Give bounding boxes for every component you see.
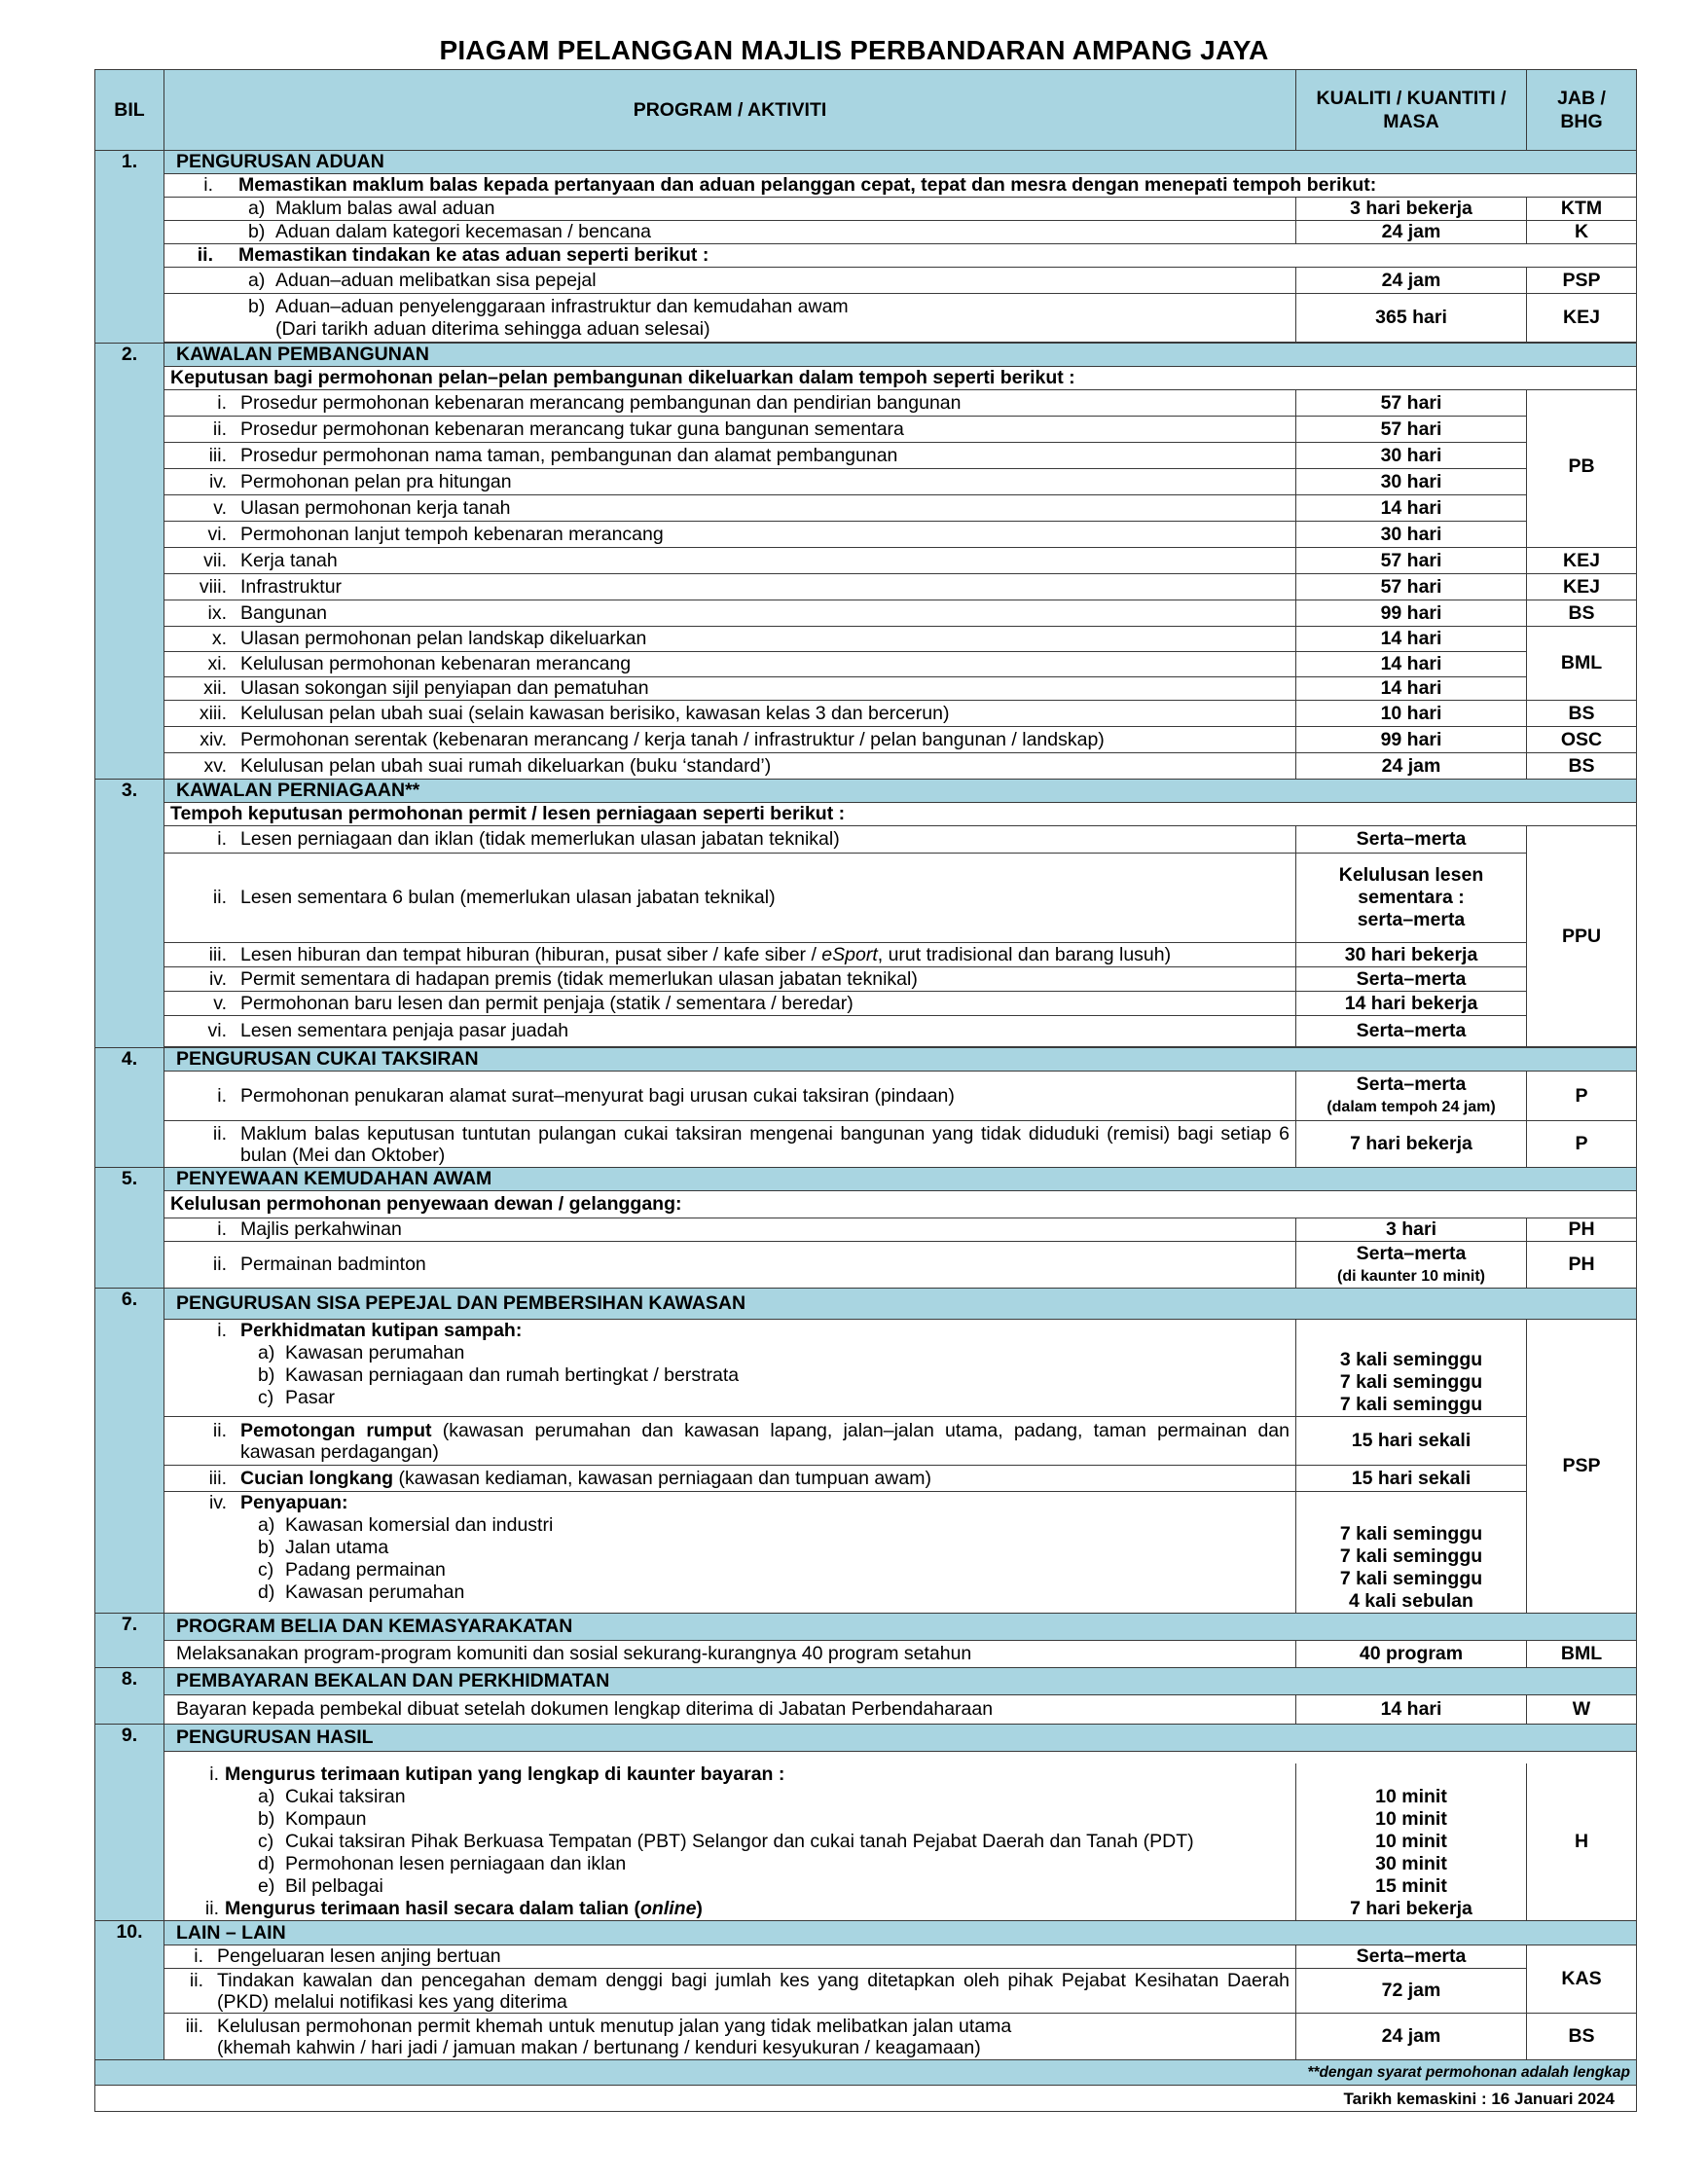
- item-text-bold: Pemotongan rumput: [240, 1419, 432, 1441]
- item-text: Lesen perniagaan dan iklan (tidak memerlukan ulasan jabatan teknikal): [240, 828, 840, 850]
- item-text: Melaksanakan program-program komuniti dan sosial sekurang-kurangnya 40 program setahun: [164, 1641, 1296, 1668]
- header-jab: JAB / BHG: [1527, 70, 1637, 151]
- quality-line: 7 kali seminggu: [1339, 1545, 1483, 1567]
- section-row: [95, 780, 1637, 803]
- section-intro: Tempoh keputusan permohonan permit / lesen perniagaan seperti berikut :: [164, 803, 1637, 826]
- section-row: [95, 151, 1637, 174]
- department-cell: BS: [1527, 2014, 1637, 2060]
- item-number: ii.: [212, 418, 227, 440]
- item-letter: e): [258, 1874, 275, 1897]
- item-text: Padang permainan: [285, 1559, 446, 1581]
- table-row: [95, 1763, 1637, 1921]
- item-number: xiii.: [199, 702, 227, 724]
- table-row: [95, 943, 1637, 967]
- section-row: [95, 1921, 1637, 1945]
- department-cell: PH: [1527, 1242, 1637, 1289]
- last-updated: Tarikh kemaskini : 16 Januari 2024: [95, 2086, 1637, 2112]
- quality-cell: 14 hari: [1296, 1695, 1527, 1725]
- item-number: ii.: [212, 887, 227, 908]
- table-row: [95, 1016, 1637, 1047]
- table-row: [95, 992, 1637, 1016]
- quality-line: 10 minit: [1375, 1808, 1447, 1830]
- section-row: [95, 344, 1637, 367]
- item-text: Perkhidmatan kutipan sampah:: [240, 1320, 523, 1341]
- item-number: i.: [217, 828, 227, 850]
- quality-cell: 24 jam: [1296, 268, 1527, 294]
- section-row: [95, 1168, 1637, 1191]
- item-number: ii.: [212, 1254, 227, 1275]
- table-row: [95, 1466, 1637, 1492]
- section-title: PEMBAYARAN BEKALAN DAN PERKHIDMATAN: [164, 1668, 1637, 1695]
- table-row: [95, 1320, 1637, 1417]
- department-cell: H: [1527, 1763, 1637, 1921]
- item-number: v.: [213, 992, 227, 1014]
- table-row: [95, 1072, 1637, 1121]
- table-row: [95, 221, 1637, 244]
- item-letter: a): [258, 1342, 275, 1363]
- item-text: (Dari tarikh aduan diterima sehingga aduan selesai): [275, 317, 710, 340]
- table-row: [95, 1945, 1637, 1969]
- item-number: iv.: [208, 1492, 227, 1513]
- section-number: 7.: [95, 1614, 164, 1668]
- quality-cell: 57 hari: [1296, 548, 1527, 574]
- quality-cell: 57 hari: [1296, 574, 1527, 600]
- table-row: [95, 677, 1637, 701]
- item-text: Lesen hiburan dan tempat hiburan (hiburan, pusat siber / kafe siber /: [240, 943, 822, 965]
- department-cell: KEJ: [1527, 548, 1637, 574]
- quality-cell: 24 jam: [1296, 221, 1527, 244]
- department-cell: BML: [1527, 627, 1637, 701]
- item-text: Kelulusan permohonan permit khemah untuk menutup jalan yang tidak melibatkan jalan utama: [217, 2015, 1012, 2037]
- quality-cell: 24 jam: [1296, 753, 1527, 780]
- item-text: Lesen sementara penjaja pasar juadah: [240, 1020, 569, 1041]
- table-row: [95, 1492, 1637, 1614]
- item-text: (kawasan perumahan dan kawasan lapang, jalan–jalan utama, padang, taman permainan dan kawasan perdagangan): [240, 1419, 1290, 1463]
- table-row: [95, 268, 1637, 294]
- table-row: [95, 1641, 1637, 1668]
- item-number: x.: [211, 628, 227, 649]
- item-text: Permohonan serentak (kebenaran merancang / kerja tanah / infrastruktur / pelan bangunan / landskap): [240, 728, 1105, 750]
- quality-line: 30 minit: [1375, 1853, 1447, 1874]
- section-row: [95, 1614, 1637, 1641]
- item-text: Jalan utama: [285, 1537, 389, 1558]
- item-letter: b): [248, 221, 266, 242]
- quality-cell: 57 hari: [1296, 390, 1527, 417]
- table-row: [95, 967, 1637, 992]
- item-text: Pengeluaran lesen anjing bertuan: [217, 1945, 501, 1967]
- quality-line: 7 kali seminggu: [1339, 1371, 1483, 1393]
- item-letter: c): [258, 1559, 274, 1581]
- quality-cell: 14 hari: [1296, 652, 1527, 677]
- table-row: [95, 443, 1637, 469]
- department-cell: P: [1527, 1121, 1637, 1168]
- item-text-bold: Cucian longkang: [240, 1467, 394, 1489]
- quality-cell: 14 hari: [1296, 677, 1527, 701]
- department-cell: PH: [1527, 1218, 1637, 1242]
- section-row: [95, 1048, 1637, 1072]
- item-text: Mengurus terimaan hasil secara dalam talian (: [225, 1897, 640, 1919]
- item-number: vi.: [207, 1020, 227, 1041]
- item-text: Ulasan permohonan pelan landskap dikeluarkan: [240, 628, 647, 649]
- section-title: PENYEWAAN KEMUDAHAN AWAM: [164, 1168, 1637, 1191]
- item-text: ): [696, 1897, 703, 1919]
- quality-line: serta–merta: [1357, 909, 1466, 930]
- table-row: [95, 522, 1637, 548]
- department-cell: P: [1527, 1072, 1637, 1121]
- section-number: 1.: [95, 151, 164, 344]
- quality-cell: 24 jam: [1296, 2014, 1527, 2060]
- quality-cell: 14 hari: [1296, 495, 1527, 522]
- quality-line: 10 minit: [1375, 1786, 1447, 1807]
- quality-cell: 30 hari: [1296, 522, 1527, 548]
- item-text: Bayaran kepada pembekal dibuat setelah dokumen lengkap diterima di Jabatan Perbendaharaan: [164, 1695, 1296, 1725]
- item-text: Kawasan perumahan: [285, 1342, 465, 1363]
- item-number: iv.: [208, 967, 227, 990]
- quality-cell: 99 hari: [1296, 727, 1527, 753]
- item-letter: b): [258, 1364, 275, 1386]
- table-row: [95, 1969, 1637, 2014]
- department-cell: PB: [1527, 390, 1637, 548]
- item-text: Cukai taksiran: [285, 1785, 406, 1807]
- item-text: Prosedur permohonan kebenaran merancang pembangunan dan pendirian bangunan: [240, 391, 962, 414]
- quality-cell: 99 hari: [1296, 600, 1527, 627]
- item-text: Maklum balas awal aduan: [275, 198, 495, 219]
- department-cell: KTM: [1527, 198, 1637, 221]
- section-row: [95, 1289, 1637, 1320]
- item-letter: c): [258, 1830, 274, 1852]
- section-title: KAWALAN PERNIAGAAN**: [164, 780, 1637, 803]
- quality-cell: 7 hari bekerja: [1296, 1121, 1527, 1168]
- item-letter: a): [248, 269, 266, 291]
- item-number: ii.: [212, 1122, 227, 1145]
- item-text: Permohonan lesen perniagaan dan iklan: [285, 1852, 627, 1874]
- section-number: 8.: [95, 1668, 164, 1725]
- item-number: xi.: [207, 653, 227, 674]
- item-letter: d): [258, 1852, 275, 1874]
- item-number: i.: [203, 174, 213, 196]
- quality-cell: 30 hari: [1296, 469, 1527, 495]
- department-cell: BS: [1527, 701, 1637, 727]
- quality-cell: Serta–merta: [1296, 826, 1527, 854]
- section-title: PENGURUSAN SISA PEPEJAL DAN PEMBERSIHAN KAWASAN: [164, 1289, 1637, 1320]
- section-number: 10.: [95, 1921, 164, 2060]
- item-number: i.: [217, 1218, 227, 1240]
- item-number: iii.: [208, 444, 227, 466]
- section-intro: Keputusan bagi permohonan pelan–pelan pembangunan dikeluarkan dalam tempoh seperti berikut :: [164, 367, 1637, 390]
- item-text: Kawasan perniagaan dan rumah bertingkat / berstrata: [285, 1364, 740, 1386]
- item-text: Penyapuan:: [240, 1492, 348, 1513]
- item-text: Majlis perkahwinan: [240, 1218, 402, 1240]
- item-letter: b): [258, 1807, 275, 1830]
- quality-line: 7 kali seminggu: [1339, 1568, 1483, 1589]
- item-text: Kelulusan pelan ubah suai rumah dikeluarkan (buku ‘standard’): [240, 754, 772, 777]
- item-number: ii.: [197, 244, 213, 266]
- table-row: [95, 701, 1637, 727]
- item-number: i.: [194, 1945, 203, 1967]
- item-text: Bil pelbagai: [285, 1874, 383, 1897]
- item-letter: b): [258, 1537, 275, 1558]
- item-text: Aduan dalam kategori kecemasan / bencana: [275, 221, 651, 242]
- item-text: Ulasan permohonan kerja tanah: [240, 496, 511, 519]
- department-cell: PSP: [1527, 268, 1637, 294]
- item-text: Kelulusan pelan ubah suai (selain kawasan berisiko, kawasan kelas 3 dan bercerun): [240, 702, 950, 724]
- table-header-row: [95, 70, 1637, 151]
- quality-cell: 30 hari: [1296, 443, 1527, 469]
- item-number: xv.: [203, 754, 227, 777]
- header-bil: BIL: [95, 70, 164, 151]
- section-title: PENGURUSAN ADUAN: [164, 151, 1637, 174]
- quality-cell: 3 hari bekerja: [1296, 198, 1527, 221]
- item-text-italic: online: [640, 1897, 697, 1919]
- item-text: (khemah kahwin / hari jadi / jamuan makan / bertunang / kenduri kesyukuran / keagamaan): [217, 2036, 981, 2058]
- quality-cell: 30 hari bekerja: [1296, 943, 1527, 967]
- table-row: [95, 1121, 1637, 1168]
- item-text: (kawasan kediaman, kawasan perniagaan dan tumpuan awam): [393, 1467, 931, 1489]
- department-cell: BS: [1527, 600, 1637, 627]
- item-number: ix.: [207, 601, 227, 624]
- section-number: 6.: [95, 1289, 164, 1614]
- section-row: [95, 1668, 1637, 1695]
- section-title: KAWALAN PEMBANGUNAN: [164, 344, 1637, 367]
- table-row: [95, 803, 1637, 826]
- table-row: [95, 417, 1637, 443]
- section-title: LAIN – LAIN: [164, 1921, 1637, 1945]
- item-text: Lesen sementara 6 bulan (memerlukan ulasan jabatan teknikal): [240, 887, 776, 908]
- item-number: xii.: [203, 677, 227, 699]
- quality-cell: 3 hari: [1296, 1218, 1527, 1242]
- item-text: Kawasan perumahan: [285, 1581, 465, 1603]
- table-row: [95, 244, 1637, 268]
- header-kualiti: KUALITI / KUANTITI / MASA: [1296, 70, 1527, 151]
- quality-line: Serta–merta: [1356, 1242, 1467, 1264]
- item-number: ii.: [189, 1969, 203, 1991]
- item-text-italic: eSport: [821, 943, 878, 965]
- quality-cell: Serta–merta: [1296, 1016, 1527, 1047]
- quality-line: Serta–merta: [1356, 1073, 1467, 1095]
- table-row: [95, 854, 1637, 943]
- page-title: PIAGAM PELANGGAN MAJLIS PERBANDARAN AMPANG JAYA: [439, 35, 1269, 65]
- table-row: [95, 1695, 1637, 1725]
- table-row: [95, 753, 1637, 780]
- table-row: [95, 495, 1637, 522]
- item-number: xiv.: [200, 728, 227, 750]
- table-row: [95, 469, 1637, 495]
- item-number: i.: [209, 1763, 219, 1785]
- item-number: i.: [217, 1084, 227, 1107]
- section-intro: Kelulusan permohonan penyewaan dewan / gelanggang:: [164, 1191, 1637, 1218]
- quality-note: (di kaunter 10 minit): [1336, 1267, 1486, 1285]
- table-row: [95, 367, 1637, 390]
- item-number: iv.: [208, 470, 227, 492]
- department-cell: PPU: [1527, 826, 1637, 1047]
- customer-charter-table: [94, 69, 1637, 2112]
- department-cell: OSC: [1527, 727, 1637, 753]
- section-number: 5.: [95, 1168, 164, 1289]
- item-letter: a): [248, 198, 266, 219]
- table-row: [95, 652, 1637, 677]
- table-row: [95, 600, 1637, 627]
- quality-line: 7 kali seminggu: [1339, 1523, 1483, 1545]
- quality-cell: 15 hari sekali: [1296, 1417, 1527, 1466]
- table-row: [95, 198, 1637, 221]
- quality-cell: 14 hari: [1296, 627, 1527, 652]
- table-row: [95, 174, 1637, 198]
- quality-line: 3 kali seminggu: [1339, 1349, 1483, 1370]
- table-row: [95, 1242, 1637, 1289]
- item-text: Prosedur permohonan nama taman, pembangunan dan alamat pembangunan: [240, 444, 898, 466]
- table-row: [95, 826, 1637, 854]
- item-number: iii.: [208, 943, 227, 965]
- item-text: Permohonan baru lesen dan permit penjaja (statik / sementara / beredar): [240, 992, 854, 1014]
- department-cell: W: [1527, 1695, 1637, 1725]
- item-text: Kawasan komersial dan industri: [285, 1514, 554, 1536]
- item-number: vii.: [203, 549, 227, 571]
- department-cell: KEJ: [1527, 574, 1637, 600]
- footer-updated-row: [95, 2086, 1637, 2112]
- item-letter: a): [258, 1514, 275, 1536]
- quality-note: (dalam tempoh 24 jam): [1326, 1099, 1496, 1115]
- footer-note-row: [95, 2060, 1637, 2086]
- item-text: Pasar: [285, 1387, 335, 1408]
- table-row: [95, 294, 1637, 343]
- section-number: 4.: [95, 1048, 164, 1168]
- section-number: 9.: [95, 1725, 164, 1921]
- department-cell: BML: [1527, 1641, 1637, 1668]
- quality-line: 10 minit: [1375, 1831, 1447, 1852]
- item-text: Aduan–aduan melibatkan sisa pepejal: [275, 269, 597, 291]
- table-row: [95, 1218, 1637, 1242]
- department-cell: K: [1527, 221, 1637, 244]
- item-text: Ulasan sokongan sijil penyiapan dan pematuhan: [240, 677, 649, 699]
- item-text: , urut tradisional dan barang lusuh): [877, 943, 1172, 965]
- item-text: Permit sementara di hadapan premis (tidak memerlukan ulasan jabatan teknikal): [240, 967, 918, 990]
- department-cell: PSP: [1527, 1320, 1637, 1614]
- item-text: Tindakan kawalan dan pencegahan demam denggi bagi jumlah kes yang ditetapkan oleh pihak Pejabat Kesihatan Daerah (PKD) melalui notifikasi kes yang diterima: [217, 1969, 1290, 2013]
- footer-note: **dengan syarat permohonan adalah lengkap: [95, 2060, 1637, 2086]
- item-text: Kelulusan permohonan kebenaran merancang: [240, 653, 632, 674]
- quality-cell: 15 hari sekali: [1296, 1466, 1527, 1492]
- item-text: Aduan–aduan penyelenggaraan infrastruktur dan kemudahan awam: [275, 295, 849, 317]
- item-text: Permohonan lanjut tempoh kebenaran merancang: [240, 523, 664, 545]
- quality-cell: 57 hari: [1296, 417, 1527, 443]
- table-row: [95, 727, 1637, 753]
- item-number: viii.: [199, 575, 227, 598]
- header-program: PROGRAM / AKTIVITI: [164, 70, 1296, 151]
- table-row: [95, 2014, 1637, 2060]
- item-text: Mengurus terimaan kutipan yang lengkap di kaunter bayaran :: [225, 1763, 785, 1785]
- quality-cell: 72 jam: [1296, 1969, 1527, 2014]
- table-row: [95, 574, 1637, 600]
- item-text: Cukai taksiran Pihak Berkuasa Tempatan (PBT) Selangor dan cukai tanah Pejabat Daerah dan Tanah (PDT): [285, 1830, 1194, 1852]
- quality-cell: 10 hari: [1296, 701, 1527, 727]
- department-cell: KAS: [1527, 1945, 1637, 2014]
- quality-cell: 40 program: [1296, 1641, 1527, 1668]
- item-text: Prosedur permohonan kebenaran merancang tukar guna bangunan sementara: [240, 418, 904, 440]
- item-text: Permohonan penukaran alamat surat–menyurat bagi urusan cukai taksiran (pindaan): [240, 1084, 955, 1107]
- section-title: PROGRAM BELIA DAN KEMASYARAKATAN: [164, 1614, 1637, 1641]
- quality-line: 4 kali sebulan: [1349, 1590, 1473, 1612]
- table-row: [95, 1417, 1637, 1466]
- item-text: Kerja tanah: [240, 549, 338, 571]
- table-row: [95, 390, 1637, 417]
- item-text: Bangunan: [240, 601, 327, 624]
- item-text: Maklum balas keputusan tuntutan pulangan cukai taksiran mengenai bangunan yang tidak diduduki (remisi) bagi setiap 6 bulan (Mei dan Oktober): [240, 1122, 1290, 1166]
- item-text: Permainan badminton: [240, 1254, 426, 1275]
- item-number: vi.: [207, 523, 227, 545]
- item-number: v.: [213, 496, 227, 519]
- quality-line: Kelulusan lesen: [1338, 864, 1484, 886]
- quality-cell: Serta–merta: [1296, 1945, 1527, 1969]
- item-number: iii.: [185, 2015, 203, 2037]
- section-title: PENGURUSAN CUKAI TAKSIRAN: [164, 1048, 1637, 1072]
- item-text: Kompaun: [285, 1807, 367, 1830]
- item-letter: a): [258, 1785, 275, 1807]
- item-number: ii.: [212, 1419, 227, 1441]
- item-text: Memastikan maklum balas kepada pertanyaan dan aduan pelanggan cepat, tepat dan mesra dengan menepati tempoh berikut:: [238, 174, 1377, 196]
- item-number: iii.: [208, 1467, 227, 1489]
- table-row: [95, 627, 1637, 652]
- quality-cell: 365 hari: [1296, 294, 1527, 343]
- item-letter: c): [258, 1387, 274, 1408]
- table-row: [95, 548, 1637, 574]
- item-text: Memastikan tindakan ke atas aduan seperti berikut :: [238, 244, 709, 266]
- quality-line: 7 hari bekerja: [1350, 1898, 1472, 1919]
- item-number: i.: [217, 391, 227, 414]
- section-number: 3.: [95, 780, 164, 1048]
- quality-line: 7 kali seminggu: [1339, 1394, 1483, 1415]
- department-cell: KEJ: [1527, 294, 1637, 343]
- item-number: ii.: [204, 1897, 219, 1919]
- quality-cell: Serta–merta: [1296, 967, 1527, 992]
- item-letter: b): [248, 295, 266, 317]
- item-text: Infrastruktur: [240, 575, 343, 598]
- quality-line: 15 minit: [1375, 1875, 1447, 1897]
- table-row: [95, 1191, 1637, 1218]
- quality-line: sementara :: [1358, 887, 1465, 908]
- section-number: 2.: [95, 344, 164, 780]
- department-cell: BS: [1527, 753, 1637, 780]
- quality-cell: 14 hari bekerja: [1296, 992, 1527, 1016]
- item-text: Permohonan pelan pra hitungan: [240, 470, 512, 492]
- item-number: i.: [217, 1320, 227, 1341]
- item-letter: d): [258, 1581, 275, 1603]
- section-title: PENGURUSAN HASIL: [164, 1725, 1637, 1752]
- section-row: [95, 1725, 1637, 1752]
